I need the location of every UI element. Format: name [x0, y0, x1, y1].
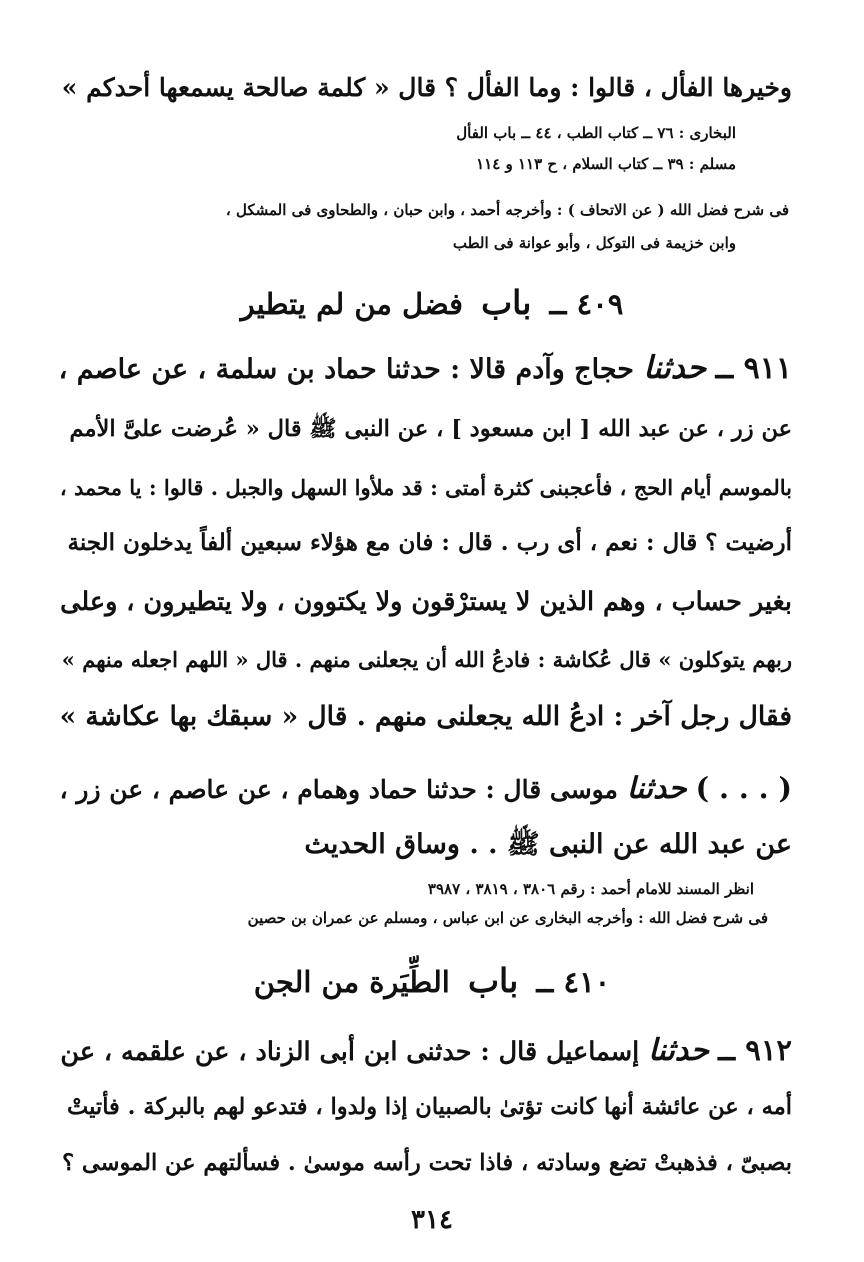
chapter-bab-label: باب — [481, 283, 532, 322]
hadith-sub-line-1 — [60, 768, 792, 810]
chapter-title: فضل من لم يتطير — [240, 287, 463, 321]
reference-sharh: فى شرح فضل الله ( عن الاتحاف ) : وأخرجه أحمد ، وابن حبان ، والطحاوى فى المشكل ، — [225, 201, 789, 219]
haddathana-word: حدثنا — [648, 1033, 710, 1068]
hadith-text: موسى قال : حدثنا حماد وهمام ، عن عاصم ، عن زر ، — [59, 775, 618, 804]
hadith-912-line-3: بصبىّ ، فذهبتْ تضع وسادته ، فاذا تحت رأسه موسىٰ . فسألتهم عن الموسى ؟ — [62, 1150, 792, 1176]
chapter-heading-410 — [0, 960, 864, 1003]
continuation-line: وخيرها الفأل ، قالوا : وما الفأل ؟ قال « كلمة صالحة يسمعها أحدكم » — [61, 73, 792, 102]
chapter-number: ٤١٠ ــ — [536, 965, 611, 999]
haddathana-word: حدثنا — [643, 350, 707, 386]
reference-muslim: مسلم : ٣٩ ــ كتاب السلام ، ح ١١٣ و ١١٤ — [476, 155, 736, 173]
hadith-911-line-1 — [60, 348, 792, 390]
reference-sharh-2: فى شرح فضل الله : وأخرجه البخارى عن ابن عباس ، ومسلم عن عمران بن حصين — [247, 909, 768, 927]
reference-bukhari: البخارى : ٧٦ ــ كتاب الطب ، ٤٤ ــ باب الفأل — [456, 124, 736, 142]
hadith-number: ٩١١ ــ — [715, 351, 792, 386]
hadith-sub-line-2: عن عبد الله عن النبى ﷺ . . وساق الحديث — [304, 829, 792, 860]
chapter-bab-label: باب — [467, 961, 519, 1000]
hadith-number: ( . . . ) — [695, 771, 792, 805]
hadith-number: ٩١٢ ــ — [718, 1033, 792, 1067]
hadith-text: حجاج وآدم قالا : حدثنا حماد بن سلمة ، عن عاصم ، — [58, 354, 634, 385]
hadith-911-line-7: فقال رجل آخر : ادعُ الله يجعلنى منهم . قال « سبقك بها عكاشة » — [59, 701, 792, 732]
chapter-heading-409 — [0, 282, 864, 325]
reference-sharh-cont: وابن خزيمة فى التوكل ، وأبو عوانة فى الطب — [452, 234, 736, 252]
chapter-title: الطِّيَرة من الجن — [253, 965, 450, 999]
hadith-911-line-3: بالموسم أيام الحج ، فأعجبنى كثرة أمتى : قد ملأوا السهل والجبل . قالوا : يا محمد ، — [59, 475, 792, 500]
hadith-911-line-5: بغير حساب ، وهم الذين لا يسترْقون ولا يكتوون ، ولا يتطيرون ، وعلى — [60, 587, 792, 617]
chapter-number: ٤٠٩ ــ — [549, 287, 624, 321]
hadith-911-line-6: ربهم يتوكلون » قال عُكاشة : فادعُ الله أن يجعلنى منهم . قال « اللهم اجعله منهم » — [61, 647, 792, 672]
hadith-912-line-2: أمه ، عن عائشة أنها كانت تؤتىٰ بالصبيان إذا ولدوا ، فتدعو لهم بالبركة . فأتيتْ — [67, 1094, 792, 1120]
hadith-912-line-1 — [60, 1030, 792, 1072]
hadith-911-line-4: أرضيت ؟ قال : نعم ، أى رب . قال : فان مع هؤلاء سبعين ألفاً يدخلون الجنة — [67, 529, 792, 556]
hadith-text: إسماعيل قال : حدثنى ابن أبى الزناد ، عن علقمه ، عن — [60, 1037, 640, 1067]
reference-musnad: انظر المسند للامام أحمد : رقم ٣٨٠٦ ، ٣٨١٩ ، ٣٩٨٧ — [427, 880, 754, 898]
page-number: ٣١٤ — [411, 1205, 453, 1235]
haddathana-word: حدثنا — [626, 770, 687, 805]
hadith-911-line-2: عن زر ، عن عبد الله [ ابن مسعود ] ، عن النبى ﷺ قال « عُرضت علىَّ الأمم — [69, 416, 792, 442]
